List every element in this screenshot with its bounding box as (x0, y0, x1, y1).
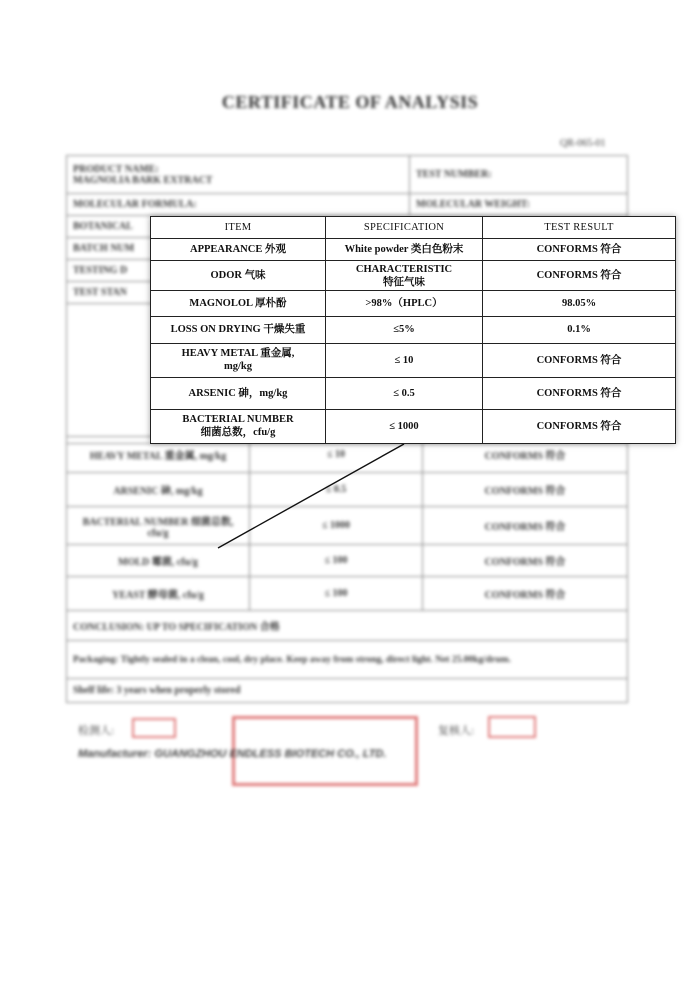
bg-result: CONFORMS 符合 (423, 507, 628, 545)
bg-item: BACTERIAL NUMBER 细菌总数, cfu/g (67, 507, 250, 545)
result-cell: CONFORMS 符合 (483, 377, 676, 409)
bg-item: YEAST 酵母菌, cfu/g (67, 577, 250, 611)
bg-item: HEAVY METAL 重金属, mg/kg (67, 437, 250, 473)
product-name-value: MAGNOLIA BARK EXTRACT (73, 174, 213, 186)
spec-cell: ≤5% (326, 317, 483, 343)
item-cell: BACTERIAL NUMBER 细菌总数，cfu/g (151, 409, 326, 443)
molecular-formula-cell: MOLECULAR FORMULA: (67, 194, 410, 216)
bg-item: MOLD 霉菌, cfu/g (67, 545, 250, 577)
manufacturer-line: Manufacturer: GUANGZHOU ENDLESS BIOTECH CO., LTD. (78, 748, 387, 760)
test-standard-cell: TEST STAN (67, 282, 628, 304)
result-cell: CONFORMS 符合 (483, 239, 676, 261)
bg-spec: ≤ 100 (250, 545, 423, 577)
reviewer-label: 复核人: (438, 725, 475, 737)
spec-cell: CHARACTERISTIC 特征气味 (326, 261, 483, 291)
item-cell: LOSS ON DRYING 干燥失重 (151, 317, 326, 343)
result-cell: CONFORMS 符合 (483, 261, 676, 291)
document-title: CERTIFICATE OF ANALYSIS (221, 92, 479, 112)
test-results-table (150, 216, 676, 444)
spec-cell: ≤ 10 (326, 343, 483, 377)
table-row (151, 239, 676, 261)
result-cell: 0.1% (483, 317, 676, 343)
table-header-row (151, 217, 676, 239)
table-row (151, 377, 676, 409)
batch-number-cell: BATCH NUM (67, 238, 628, 260)
bg-result: CONFORMS 符合 (423, 437, 628, 473)
header-specification: SPECIFICATION (326, 217, 483, 239)
conclusion-cell: CONCLUSION: UP TO SPECIFICATION 合格 (67, 611, 628, 641)
callout-line (218, 444, 404, 548)
inspector-label: 检测人: (78, 725, 115, 737)
shelf-life-cell: Shelf life: 3 years when properly stored (67, 679, 628, 703)
table-row (151, 409, 676, 443)
item-cell: MAGNOLOL 厚朴酚 (151, 291, 326, 317)
document-code: QR-065-01 (560, 138, 606, 149)
table-row (151, 291, 676, 317)
spec-cell: ≤ 0.5 (326, 377, 483, 409)
bg-spec: ≤ 1000 (250, 507, 423, 545)
molecular-weight-cell: MOLECULAR WEIGHT: (410, 194, 628, 216)
result-cell: 98.05% (483, 291, 676, 317)
magnified-table-panel (150, 216, 676, 444)
botanical-cell: BOTANICAL (67, 216, 628, 238)
bg-result: CONFORMS 符合 (423, 473, 628, 507)
spec-cell: White powder 类白色粉末 (326, 239, 483, 261)
result-cell: CONFORMS 符合 (483, 343, 676, 377)
table-row (151, 317, 676, 343)
test-number-cell: TEST NUMBER: (410, 156, 628, 194)
spec-cell: >98%（HPLC） (326, 291, 483, 317)
bg-spec: ≤ 100 (250, 577, 423, 611)
result-cell: CONFORMS 符合 (483, 409, 676, 443)
table-row (151, 261, 676, 291)
header-item: ITEM (151, 217, 326, 239)
bg-item: ARSENIC 砷, mg/kg (67, 473, 250, 507)
spec-cell: ≤ 1000 (326, 409, 483, 443)
item-cell: APPEARANCE 外观 (151, 239, 326, 261)
header-test-result: TEST RESULT (483, 217, 676, 239)
bg-result: CONFORMS 符合 (423, 577, 628, 611)
item-cell: ODOR 气味 (151, 261, 326, 291)
table-row (151, 343, 676, 377)
product-name-label: PRODUCT NAME: (73, 163, 159, 175)
packaging-cell: Packaging: Tightly sealed in a clean, cool, dry place. Keep away from strong, direct light. Net 25.00kg/drum. (67, 641, 628, 679)
bg-spec: ≤ 10 (250, 437, 423, 473)
item-cell: ARSENIC 砷，mg/kg (151, 377, 326, 409)
bg-spec: ≤ 0.5 (250, 473, 423, 507)
bg-result: CONFORMS 符合 (423, 545, 628, 577)
testing-date-cell: TESTING D (67, 260, 628, 282)
item-cell: HEAVY METAL 重金属, mg/kg (151, 343, 326, 377)
